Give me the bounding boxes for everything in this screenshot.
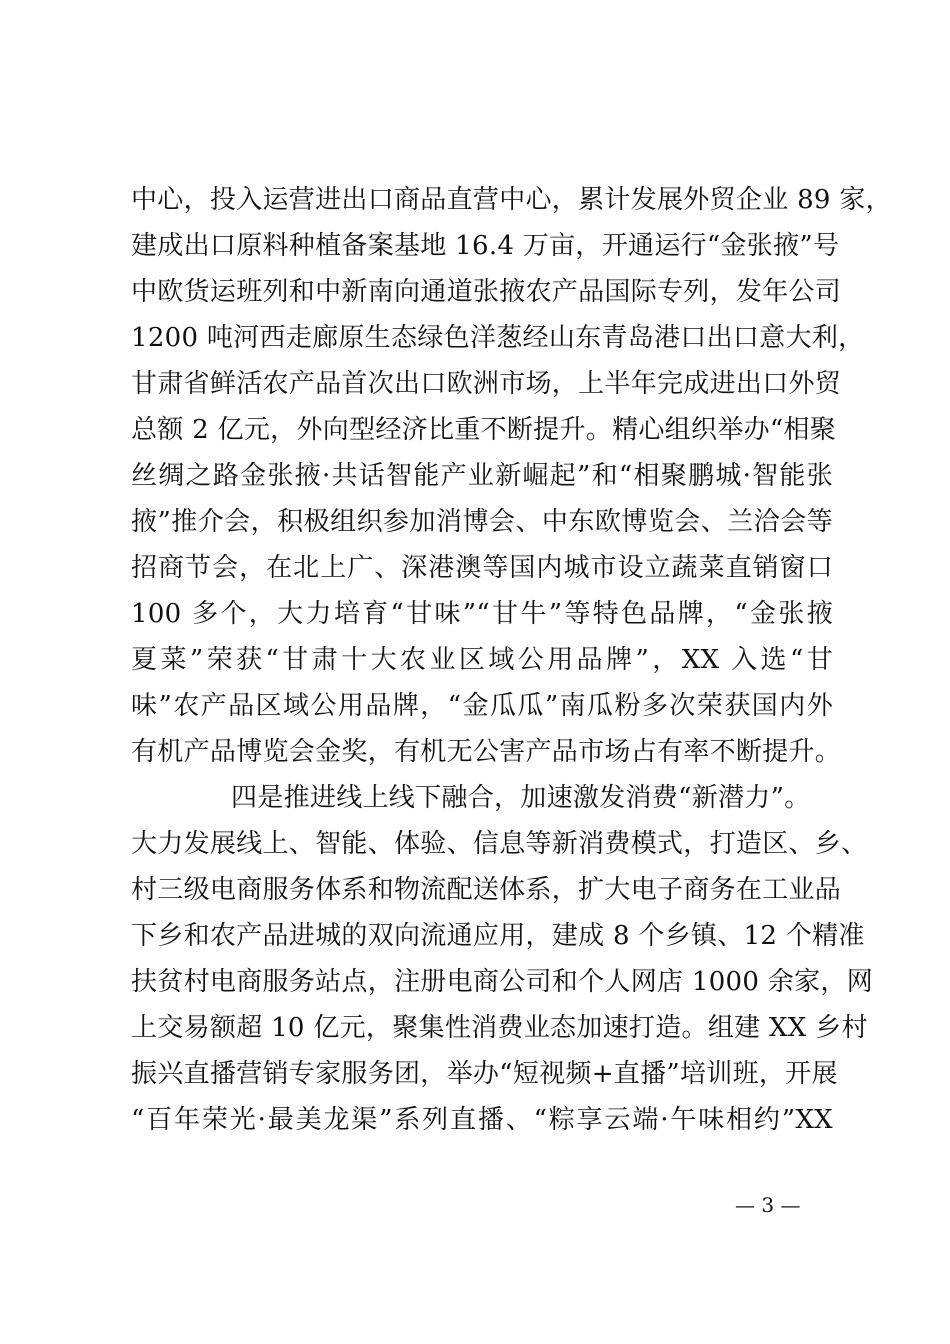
text-line: 100 多个，大力培育“甘味”“甘牛”等特色品牌，“金张掖 — [131, 599, 833, 629]
text-line: 中心，投入运营进出口商品直营中心，累计发展外贸企业 89 家， — [131, 185, 892, 215]
text-line: 大力发展线上、智能、体验、信息等新消费模式，打造区、乡、 — [131, 829, 868, 859]
text-line: 村三级电商服务体系和物流配送体系，扩大电子商务在工业品 — [131, 875, 842, 905]
text-line: 中欧货运班列和中新南向通道张掖农产品国际专列，发年公司 — [131, 277, 842, 307]
page-number: — 3 — — [735, 1193, 801, 1217]
text-line: 夏菜”荣获“甘肃十大农业区域公用品牌”，XX 入选“甘 — [131, 645, 833, 675]
text-line: 扶贫村电商服务站点，注册电商公司和个人网店 1000 余家，网 — [131, 967, 873, 997]
text-line: 下乡和农产品进城的双向流通应用，建成 8 个乡镇、12 个精准 — [131, 921, 865, 951]
text-line: 总额 2 亿元，外向型经济比重不断提升。精心组织举办“相聚 — [131, 415, 837, 445]
text-line: 甘肃省鲜活农产品首次出口欧洲市场，上半年完成进出口外贸 — [131, 369, 842, 399]
text-line: 1200 吨河西走廊原生态绿色洋葱经山东青岛港口出口意大利， — [131, 323, 865, 353]
text-line: 掖”推介会，积极组织参加消博会、中东欧博览会、兰洽会等 — [131, 507, 833, 537]
text-line: 丝绸之路金张掖·共话智能产业新崛起”和“相聚鹏城·智能张 — [131, 461, 833, 491]
text-line: 建成出口原料种植备案基地 16.4 万亩，开通运行“金张掖”号 — [131, 231, 840, 261]
text-line: 上交易额超 10 亿元，聚集性消费业态加速打造。组建 XX 乡村 — [131, 1013, 868, 1043]
text-line: 招商节会，在北上广、深港澳等国内城市设立蔬菜直销窗口 — [131, 553, 833, 583]
text-line: 味”农产品区域公用品牌，“金瓜瓜”南瓜粉多次荣获国内外 — [131, 691, 833, 721]
text-line: 振兴直播营销专家服务团，举办“短视频+直播”培训班，开展 — [131, 1059, 838, 1089]
text-line: “百年荣光·最美龙渠”系列直播、“粽享云端·午味相约”XX — [131, 1105, 833, 1135]
text-line: 有机产品博览会金奖，有机无公害产品市场占有率不断提升。 — [131, 737, 842, 767]
paragraph-heading-line: 四是推进线上线下融合，加速激发消费“新潜力”。 — [231, 783, 811, 813]
